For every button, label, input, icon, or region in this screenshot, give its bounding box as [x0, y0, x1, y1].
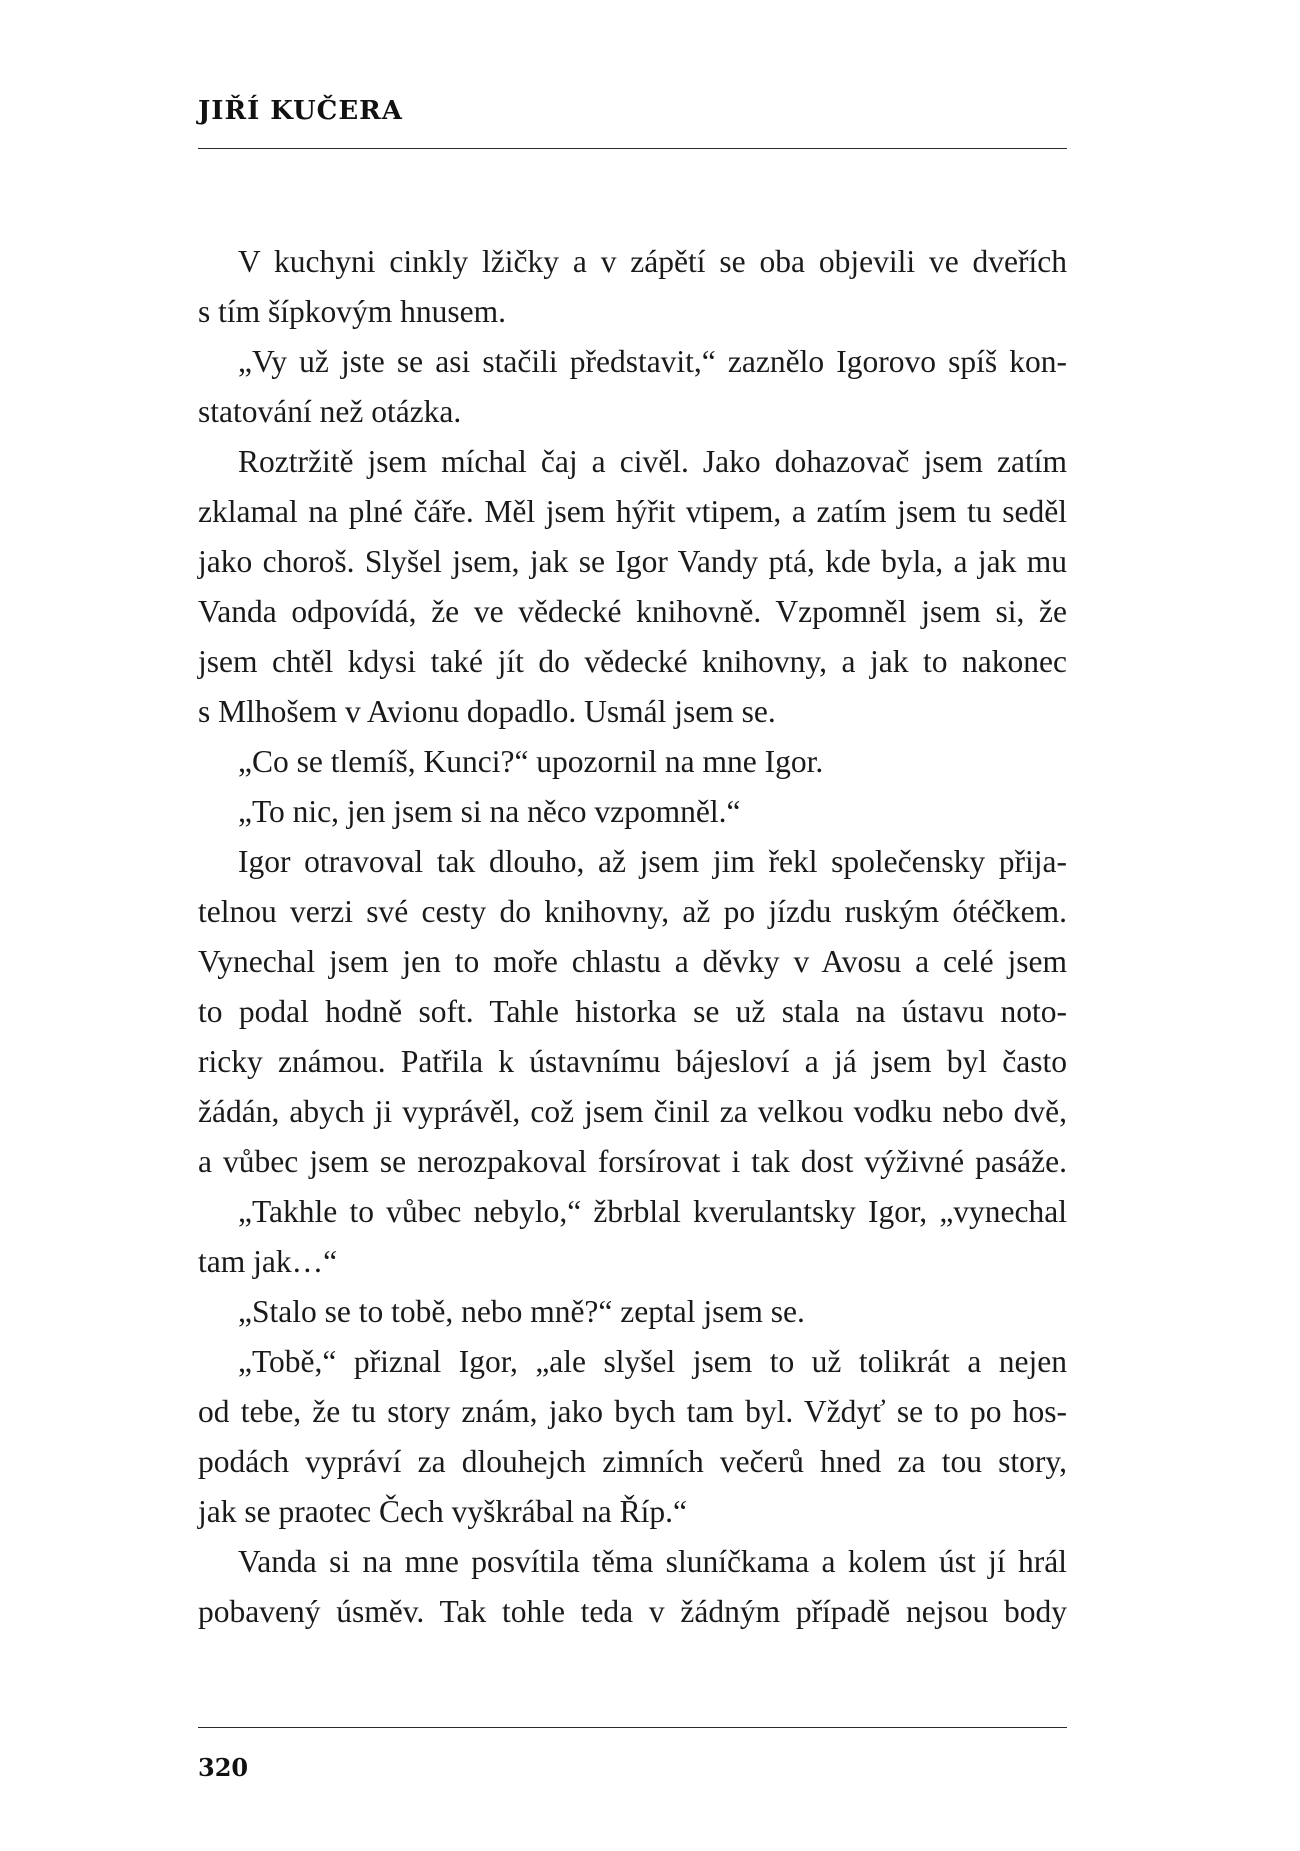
text-line: tam jak…“ [198, 1244, 338, 1279]
text-line: telnou verzi své cesty do knihovny, až po jízdu ruským ótéčkem. [198, 894, 1067, 929]
text-line: to podal hodně soft. Tahle historka se už stala na ústavu noto- [198, 994, 1067, 1029]
body-text [198, 237, 1067, 1637]
text-line: jsem chtěl kdysi také jít do vědecké knihovny, a jak to nakonec [198, 644, 1067, 679]
text-line: od tebe, že tu story znám, jako bych tam byl. Vždyť se to po hos- [198, 1394, 1067, 1429]
footer-rule [198, 1727, 1067, 1728]
text-line: Roztržitě jsem míchal čaj a civěl. Jako dohazovač jsem zatím [238, 444, 1067, 479]
text-line: „Co se tlemíš, Kunci?“ upozornil na mne Igor. [238, 744, 824, 779]
text-line: V kuchyni cinkly lžičky a v zápětí se oba objevili ve dveřích [238, 244, 1067, 279]
header-rule [198, 148, 1067, 149]
text-line: Igor otravoval tak dlouho, až jsem jim řekl společensky přija- [238, 844, 1067, 879]
text-line: Vynechal jsem jen to moře chlastu a děvky v Avosu a celé jsem [198, 944, 1067, 979]
text-line: „Takhle to vůbec nebylo,“ žbrblal kverulantsky Igor, „vynechal [238, 1194, 1067, 1229]
text-line: s tím šípkovým hnusem. [198, 294, 507, 329]
text-line: Vanda odpovídá, že ve vědecké knihovně. Vzpomněl jsem si, že [198, 594, 1067, 629]
text-line: ricky známou. Patřila k ústavnímu bájesloví a já jsem byl často [198, 1044, 1067, 1079]
text-line: „Stalo se to tobě, nebo mně?“ zeptal jsem se. [238, 1294, 805, 1329]
text-line: pobavený úsměv. Tak tohle teda v žádným případě nejsou body [198, 1594, 1067, 1629]
page-number: 320 [198, 1753, 249, 1782]
text-line: „Tobě,“ přiznal Igor, „ale slyšel jsem to už tolikrát a nejen [238, 1344, 1067, 1379]
running-head: JIŘÍ KUČERA [198, 96, 403, 126]
text-line: s Mlhošem v Avionu dopadlo. Usmál jsem se. [198, 694, 776, 729]
text-line: Vanda si na mne posvítila těma sluníčkama a kolem úst jí hrál [238, 1544, 1067, 1579]
text-line: a vůbec jsem se nerozpakoval forsírovat i tak dost výživné pasáže. [198, 1144, 1067, 1179]
text-line: „Vy už jste se asi stačili představit,“ zaznělo Igorovo spíš kon- [238, 344, 1067, 379]
text-line: „To nic, jen jsem si na něco vzpomněl.“ [238, 794, 741, 829]
text-line: jako choroš. Slyšel jsem, jak se Igor Vandy ptá, kde byla, a jak mu [198, 544, 1067, 579]
text-line: zklamal na plné čáře. Měl jsem hýřit vtipem, a zatím jsem tu seděl [198, 494, 1067, 529]
text-line: statování než otázka. [198, 394, 462, 429]
text-line: podách vypráví za dlouhejch zimních večerů hned za tou story, [198, 1444, 1067, 1479]
text-line: žádán, abych ji vyprávěl, což jsem činil za velkou vodku nebo dvě, [198, 1094, 1067, 1129]
text-line: jak se praotec Čech vyškrábal na Říp.“ [198, 1494, 687, 1529]
